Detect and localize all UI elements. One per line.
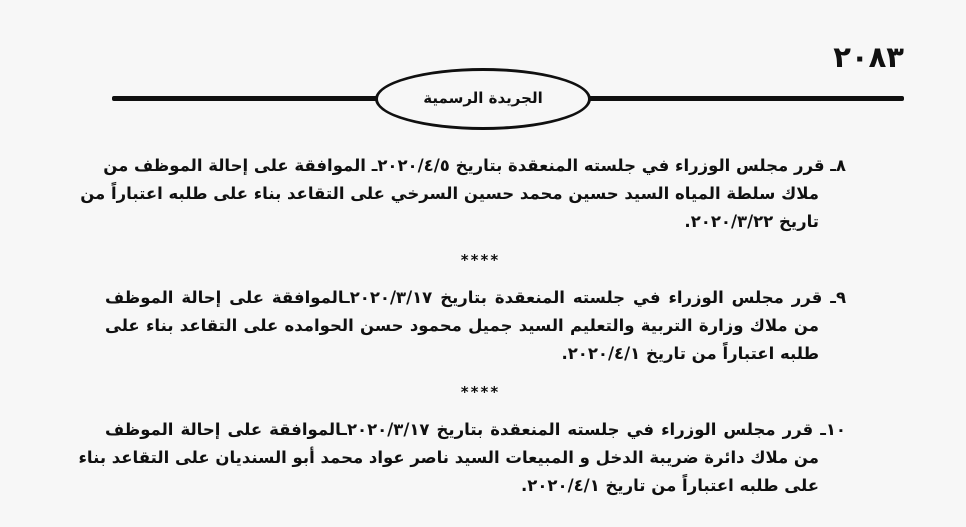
decision-line: ٩ـ قرر مجلس الوزراء في جلسته المنعقدة بتاريخ ٢٠٢٠/٣/١٧ـالموافقة على إحالة الموظف: [105, 288, 847, 307]
separator-stars: ****: [460, 383, 501, 401]
decision-item-10: [78, 416, 847, 500]
gazette-title-oval: [375, 68, 591, 130]
decision-item-8: [80, 152, 846, 236]
gazette-title: الجريدة الرسمية: [423, 89, 543, 107]
decision-item-9: [105, 284, 846, 368]
decision-line: على طلبه اعتباراً من تاريخ ٢٠٢٠/٤/١.: [521, 476, 819, 495]
decision-line: ٨ـ قرر مجلس الوزراء في جلسته المنعقدة بتاريخ ٢٠٢٠/٤/٥ـ الموافقة على إحالة الموظف من: [103, 156, 846, 175]
page-number: ٢٠٨٣: [833, 40, 904, 74]
decision-line: من ملاك دائرة ضريبة الدخل و المبيعات السيد ناصر عواد محمد أبو السنديان على التقاعد بناء: [78, 448, 819, 467]
decisions-list: [78, 152, 847, 500]
decision-line: من ملاك وزارة التربية والتعليم السيد جميل محمود حسن الحوامده على التقاعد بناء على: [105, 316, 819, 335]
decision-line: ملاك سلطة المياه السيد حسين محمد حسين السرخي على التقاعد بناء على طلبه اعتباراً من: [80, 184, 819, 203]
decision-line: تاريخ ٢٠٢٠/٣/٢٢.: [684, 212, 819, 231]
decision-line: طلبه اعتباراً من تاريخ ٢٠٢٠/٤/١.: [561, 344, 819, 363]
decision-line: ١٠ـ قرر مجلس الوزراء في جلسته المنعقدة بتاريخ ٢٠٢٠/٣/١٧ـالموافقة على إحالة الموظف: [105, 420, 847, 439]
separator-stars: ****: [460, 251, 501, 269]
